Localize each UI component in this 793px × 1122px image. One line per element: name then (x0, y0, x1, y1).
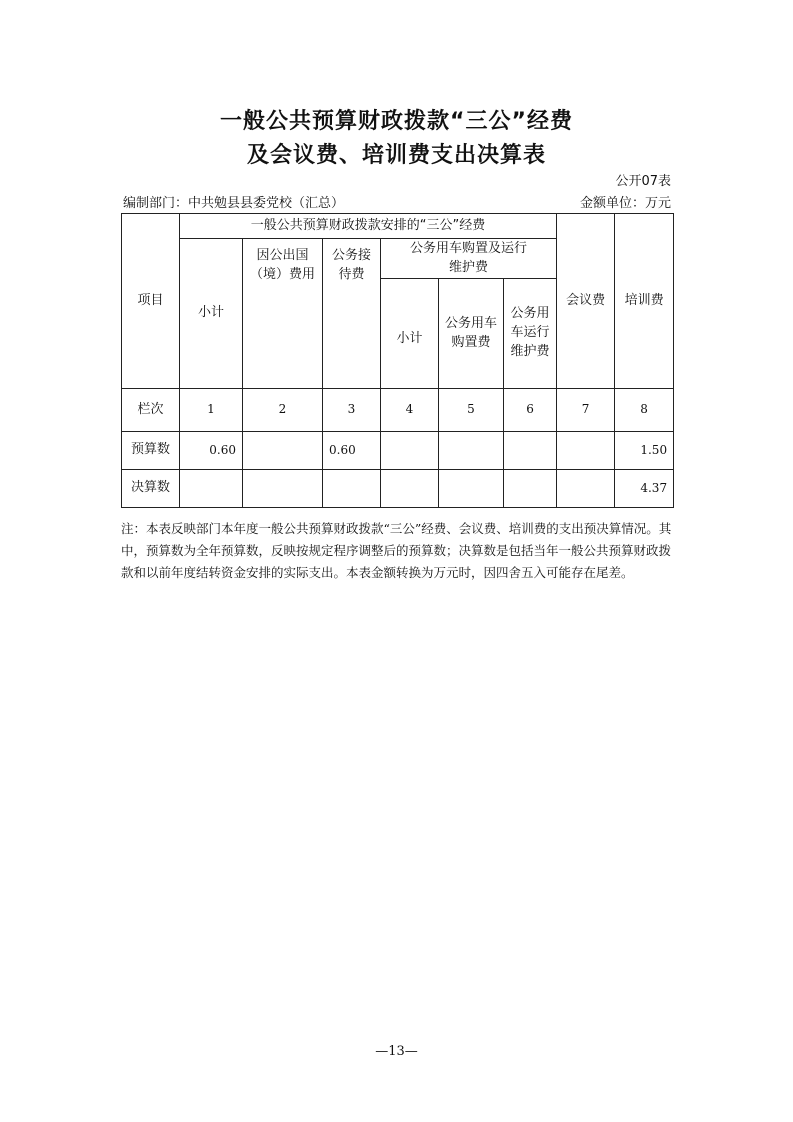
row-index-label: 栏次 (122, 389, 180, 432)
header-item: 项目 (122, 214, 180, 389)
table-cell (243, 470, 323, 508)
table-cell (504, 470, 557, 508)
table-cell: 0.60 (323, 432, 381, 470)
table-note: 注：本表反映部门本年度一般公共预算财政拨款“三公”经费、会议费、培训费的支出预决算情况。其中，预算数为全年预算数，反映按规定程序调整后的预算数；决算数是包括当年一般公共预算财政拨款和以前年度结转资金安排的实际支出。本表金额转换为万元时，因四舍五入可能存在尾差。 (121, 521, 672, 580)
table-cell: 7 (557, 389, 615, 432)
header-three-public-group: 一般公共预算财政拨款安排的“三公”经费 (180, 214, 557, 239)
form-number: 公开07表 (615, 174, 671, 189)
table-cell (439, 432, 504, 470)
table-cell: 0.60 (180, 432, 243, 470)
table-cell (504, 432, 557, 470)
table-cell (557, 470, 615, 508)
table-cell (243, 432, 323, 470)
table-cell: 6 (504, 389, 557, 432)
expenditure-table (121, 213, 674, 508)
header-abroad: 因公出国（境）费用 (243, 239, 323, 389)
header-subtotal: 小计 (180, 239, 243, 389)
table-cell (381, 470, 439, 508)
header-vehicle-operation: 公务用车运行维护费 (504, 279, 557, 389)
header-reception: 公务接待费 (323, 239, 381, 389)
header-vehicle-group: 公务用车购置及运行维护费 (381, 239, 557, 279)
title-line-2: 及会议费、培训费支出决算表 (246, 143, 546, 168)
table-cell: 3 (323, 389, 381, 432)
title-line-1: 一般公共预算财政拨款“三公”经费 (220, 109, 573, 134)
header-vehicle-subtotal: 小计 (381, 279, 439, 389)
table-cell: 8 (615, 389, 674, 432)
table-cell: 4.37 (615, 470, 674, 508)
table-cell (557, 432, 615, 470)
table-cell: 1.50 (615, 432, 674, 470)
table-cell: 4 (381, 389, 439, 432)
table-cell: 5 (439, 389, 504, 432)
table-cell (439, 470, 504, 508)
header-vehicle-purchase: 公务用车购置费 (439, 279, 504, 389)
page-number: —13— (375, 1044, 418, 1059)
table-cell (180, 470, 243, 508)
table-cell: 2 (243, 389, 323, 432)
table-cell: 1 (180, 389, 243, 432)
department-label: 编制部门：中共勉县县委党校（汇总） (123, 196, 345, 211)
amount-unit-label: 金额单位：万元 (579, 196, 671, 211)
row-budget-label: 预算数 (122, 432, 180, 470)
table-cell (323, 470, 381, 508)
row-final-label: 决算数 (122, 470, 180, 508)
table-cell (381, 432, 439, 470)
header-training: 培训费 (615, 214, 674, 389)
header-meeting: 会议费 (557, 214, 615, 389)
